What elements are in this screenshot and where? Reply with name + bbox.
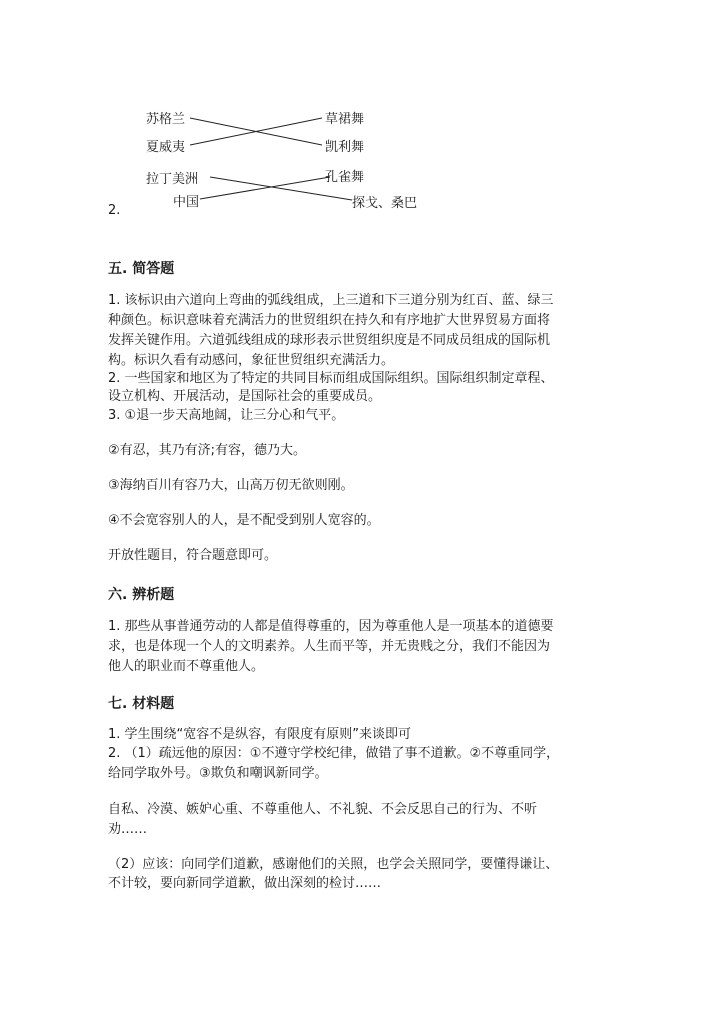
section-7-heading: 七. 材料题 [108, 696, 175, 712]
match-left-2: 夏威夷 [146, 140, 186, 155]
match-right-1: 草裙舞 [325, 112, 365, 127]
s6-q1-line-3: 他人的职业而不尊重他人。 [108, 659, 265, 674]
question-number: 2. [108, 203, 121, 218]
s5-q3-line: 3. ①退一步天高地阔，让三分心和气平。 [108, 408, 345, 423]
s5-q1-line-2: 种颜色。标识意味着充满活力的世贸组织在持久和有序地扩大世界贸易方面将 [108, 313, 551, 328]
match-left-3: 拉丁美洲 [146, 172, 199, 187]
match-left-1: 苏格兰 [146, 112, 186, 127]
match-left-4: 中国 [173, 195, 200, 210]
s5-q2-line-2: 设立机构、开展活动，是国际社会的重要成员。 [108, 389, 382, 404]
s5-q1-line-4: 构。标识久看有动感问，象征世贸组织充满活力。 [108, 353, 395, 368]
s7-q2b-line-1: 自私、冷漠、嫉妒心重、不尊重他人、不礼貌、不会反思自己的行为、不听 [108, 802, 538, 817]
s6-q1-line-2: 求，也是体现一个人的文明素养。人生而平等，并无贵贱之分，我们不能因为 [108, 639, 551, 654]
s5-q3-line-c: ③海纳百川有容乃大，山高万仞无欲则刚。 [108, 478, 354, 493]
s5-q3-line-d: ④不会宽容别人的人，是不配受到别人宽容的。 [108, 513, 380, 528]
match-right-2: 凯利舞 [325, 140, 365, 155]
s5-q3-line-b: ②有忍，其乃有济;有容，德乃大。 [108, 443, 307, 458]
s7-q2b-line-2: 劝…… [108, 822, 148, 837]
match-line-4 [200, 177, 330, 199]
s7-q2c-line-2: 不计较，要向新同学道歉，做出深刻的检讨…… [108, 876, 382, 891]
s7-q2-line-1: 2. （1）疏远他的原因：①不遵守学校纪律，做错了事不道歉。②不尊重同学， [108, 746, 560, 761]
s5-q1-line-3: 发挥关键作用。六道弧线组成的球形表示世贸组织度是不同成员组成的国际机 [108, 333, 551, 348]
match-right-4: 探戈、桑巴 [352, 196, 418, 211]
s5-open-note: 开放性题目，符合题意即可。 [108, 548, 278, 563]
s5-q1-line-1: 1. 该标识由六道向上弯曲的弧线组成，上三道和下三道分别为红百、蓝、绿三 [108, 293, 554, 308]
s5-q2-line-1: 2. 一些国家和地区为了特定的共同目标而组成国际组织。国际组织制定章程、 [108, 371, 554, 386]
section-5-heading: 五. 简答题 [108, 261, 175, 277]
s7-q2-line-2: 给同学取外号。③欺负和嘲讽新同学。 [108, 766, 328, 781]
s7-q1-line: 1. 学生围绕“宽容不是纵容，有限度有原则”来谈即可 [108, 727, 412, 742]
s6-q1-line-1: 1. 那些从事普通劳动的人都是值得尊重的，因为尊重他人是一项基本的道德要 [108, 619, 554, 634]
match-right-3: 孔雀舞 [325, 170, 365, 185]
section-6-heading: 六. 辨析题 [108, 587, 175, 603]
s7-q2c-line-1: （2）应该：向同学们道歉，感谢他们的关照，也学会关照同学，要懂得谦让、 [108, 857, 559, 872]
